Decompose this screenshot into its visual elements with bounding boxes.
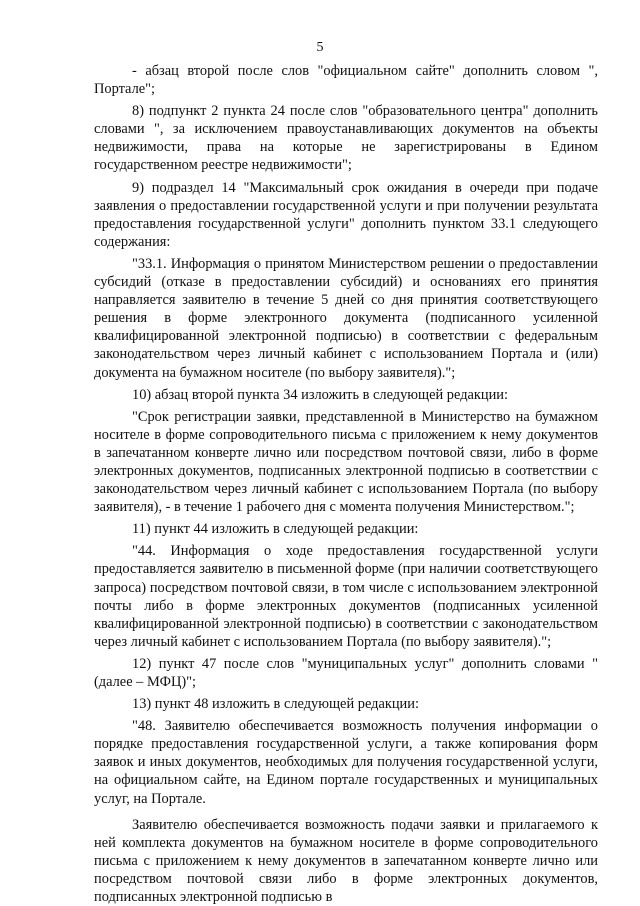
paragraph-2: 8) подпункт 2 пункта 24 после слов "образовательного центра" дополнить словами ", за исключением правоустанавливающих документов на объекты недвижимости, права на которые не зарегистрированы в Едином государственном реестре недвижимости"; [94, 103, 598, 174]
page-number: 5 [316, 40, 324, 55]
paragraph-7: 11) пункт 44 изложить в следующей редакции: [132, 521, 419, 538]
document-body [94, 62, 598, 906]
paragraph-1: - абзац второй после слов "официальном сайте" дополнить словом ", Портале"; [94, 63, 598, 98]
paragraph-10: 13) пункт 48 изложить в следующей редакции: [132, 696, 419, 713]
paragraph-5: 10) абзац второй пункта 34 изложить в следующей редакции: [132, 386, 509, 403]
paragraph-11: "48. Заявителю обеспечивается возможность получения информации о порядке предоставления государственной услуги, а также копирования форм заявок и иных документов, необходимых для получения государственной услуги, на официальном сайте, на Едином портале государственных и муниципальных услуг, на Портале. [94, 718, 598, 807]
paragraph-3: 9) подраздел 14 "Максимальный срок ожидания в очереди при подаче заявления о предоставлении государственной услуги и при получении результата предоставления государственной услуги" дополнить пунктом 33.1 следующего содержания: [94, 179, 598, 250]
paragraph-6: "Срок регистрации заявки, представленной в Министерство на бумажном носителе в форме сопроводительного письма с приложением к нему документов в запечатанном конверте лично или посредством почтовой связи, либо в форме электронных документов, подписанных электронной подписью в соответствии с законодательством через личный кабинет с использованием Портала (по выбору заявителя), - в течение 1 рабочего дня с момента получения Министерством."; [94, 408, 598, 516]
paragraph-9: 12) пункт 47 после слов "муниципальных услуг" дополнить словами "(далее – МФЦ)"; [94, 655, 598, 690]
paragraph-8: "44. Информация о ходе предоставления государственной услуги предоставляется заявителю в письменной форме (при наличии соответствующего запроса) посредством почтовой связи, в том числе с использованием электронной почты либо в форме электронных документов (подписанных усиленной квалифицированной электронной подписью) в соответствии с законодательством через личный кабинет с использованием Портала (по выбору заявителя)."; [94, 543, 598, 650]
paragraph-12: Заявителю обеспечивается возможность подачи заявки и прилагаемого к ней комплекта документов на бумажном носителе в форме сопроводительного письма с приложением к нему документов в запечатанном конверте лично или посредством почтовой связи либо в форме электронных документов, подписанных электронной подписью в [94, 816, 598, 906]
paragraph-4: "33.1. Информация о принятом Министерством решении о предоставлении субсидий (отказе в предоставлении субсидий) и основаниях его принятия направляется заявителю в течение 5 дней со дня принятия соответствующего решения в форме электронного документа (подписанного усиленной квалифицированной электронной подписью) в соответствии с федеральным законодательством через личный кабинет с использованием Портала и (или) документа на бумажном носителе (по выбору заявителя)."; [94, 255, 598, 381]
